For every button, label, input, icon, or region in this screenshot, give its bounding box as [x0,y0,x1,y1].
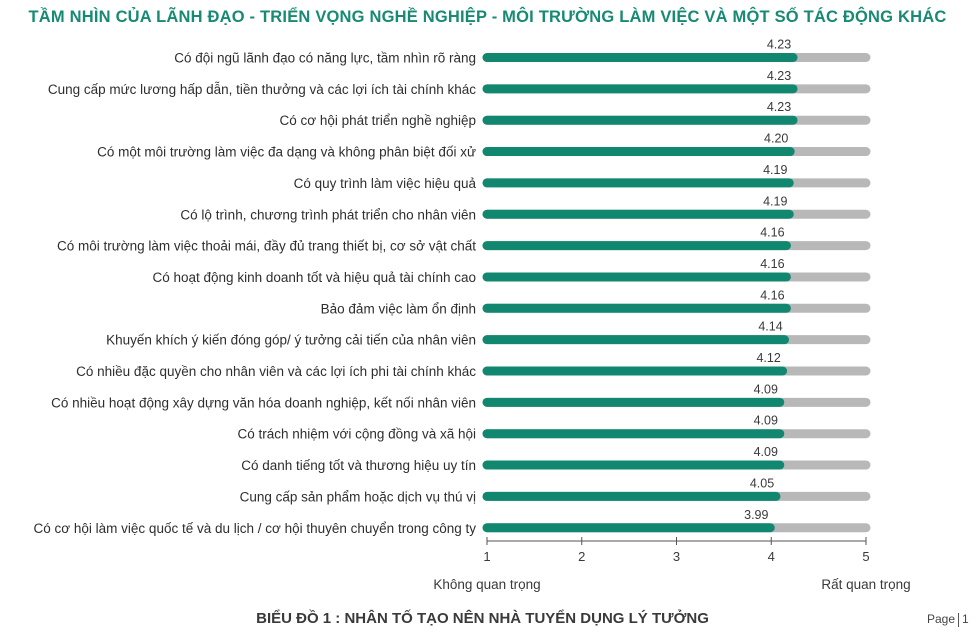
x-tick-label: 3 [672,549,681,564]
value-label: 4.05 [749,476,775,491]
category-label: Có hoạt động kinh doanh tốt và hiệu quả tài chính cao [152,269,476,285]
category-label: Có cơ hội phát triển nghề nghiệp [279,113,476,129]
x-tick-label: 1 [483,549,491,564]
category-label: Có lộ trình, chương trình phát triển cho nhân viên [180,207,476,223]
category-label: Có nhiều hoạt động xây dựng văn hóa doanh nghiệp, kết nối nhân viên [51,395,476,411]
value-label: 4.23 [766,100,792,115]
category-label: Có cơ hội làm việc quốc tế và du lịch / cơ hội thuyên chuyển trong công ty [33,520,476,536]
category-label: Có một môi trường làm việc đa dạng và không phân biệt đối xử [97,144,476,160]
chart-title: TẦM NHÌN CỦA LÃNH ĐẠO - TRIỂN VỌNG NGHỀ NGHIỆP - MÔI TRƯỜNG LÀM VIỆC VÀ MỘT SỐ TÁC ĐỘNG KHÁC [28,8,947,26]
value-label: 4.12 [756,351,781,365]
value-label: 4.23 [766,68,792,83]
value-label: 4.09 [753,382,778,397]
category-label: Khuyến khích ý kiến đóng góp/ ý tưởng cải tiến của nhân viên [106,332,476,348]
value-label: 4.09 [753,445,778,460]
x-tick-label: 5 [862,549,870,564]
value-label: 4.20 [764,131,789,146]
value-label: 4.19 [763,162,788,177]
value-label: 4.19 [763,194,788,209]
value-label: 4.23 [766,37,792,52]
category-label: Cung cấp mức lương hấp dẫn, tiền thưởng và các lợi ích tài chính khác [47,81,476,97]
value-label: 3.99 [744,507,769,522]
category-label: Có danh tiếng tốt và thương hiệu uy tín [241,458,476,474]
value-label: 4.09 [753,413,778,428]
category-label: Có nhiều đặc quyền cho nhân viên và các lợi ích phi tài chính khác [76,364,476,379]
value-label: 4.16 [760,288,785,303]
x-tick-label: 2 [578,549,586,564]
page-number: 1 [962,612,969,626]
x-tick-label: 4 [767,549,775,564]
value-label: 4.14 [758,319,783,334]
value-label: 4.16 [760,225,785,240]
category-label: Có trách nhiệm với cộng đồng và xã hội [237,426,476,442]
value-label: 4.16 [760,256,785,271]
page-indicator [927,612,969,627]
x-scale-right-label: Rất quan trọng [821,577,911,592]
category-label: Có quy trình làm việc hiệu quả [293,175,476,191]
x-scale-left-label: Không quan trọng [433,577,541,592]
page-divider [958,613,959,627]
category-label: Bảo đảm việc làm ổn định [320,301,476,317]
page-label: Page [927,612,956,626]
chart-caption: BIỂU ĐỒ 1 : NHÂN TỐ TẠO NÊN NHÀ TUYỂN DỤNG LÝ TƯỞNG [256,610,709,627]
category-label: Cung cấp sản phẩm hoặc dịch vụ thú vị [239,489,476,505]
category-label: Có môi trường làm việc thoải mái, đầy đủ trang thiết bị, cơ sở vật chất [56,238,476,254]
category-label: Có đội ngũ lãnh đạo có năng lực, tầm nhìn rõ ràng [174,50,476,66]
